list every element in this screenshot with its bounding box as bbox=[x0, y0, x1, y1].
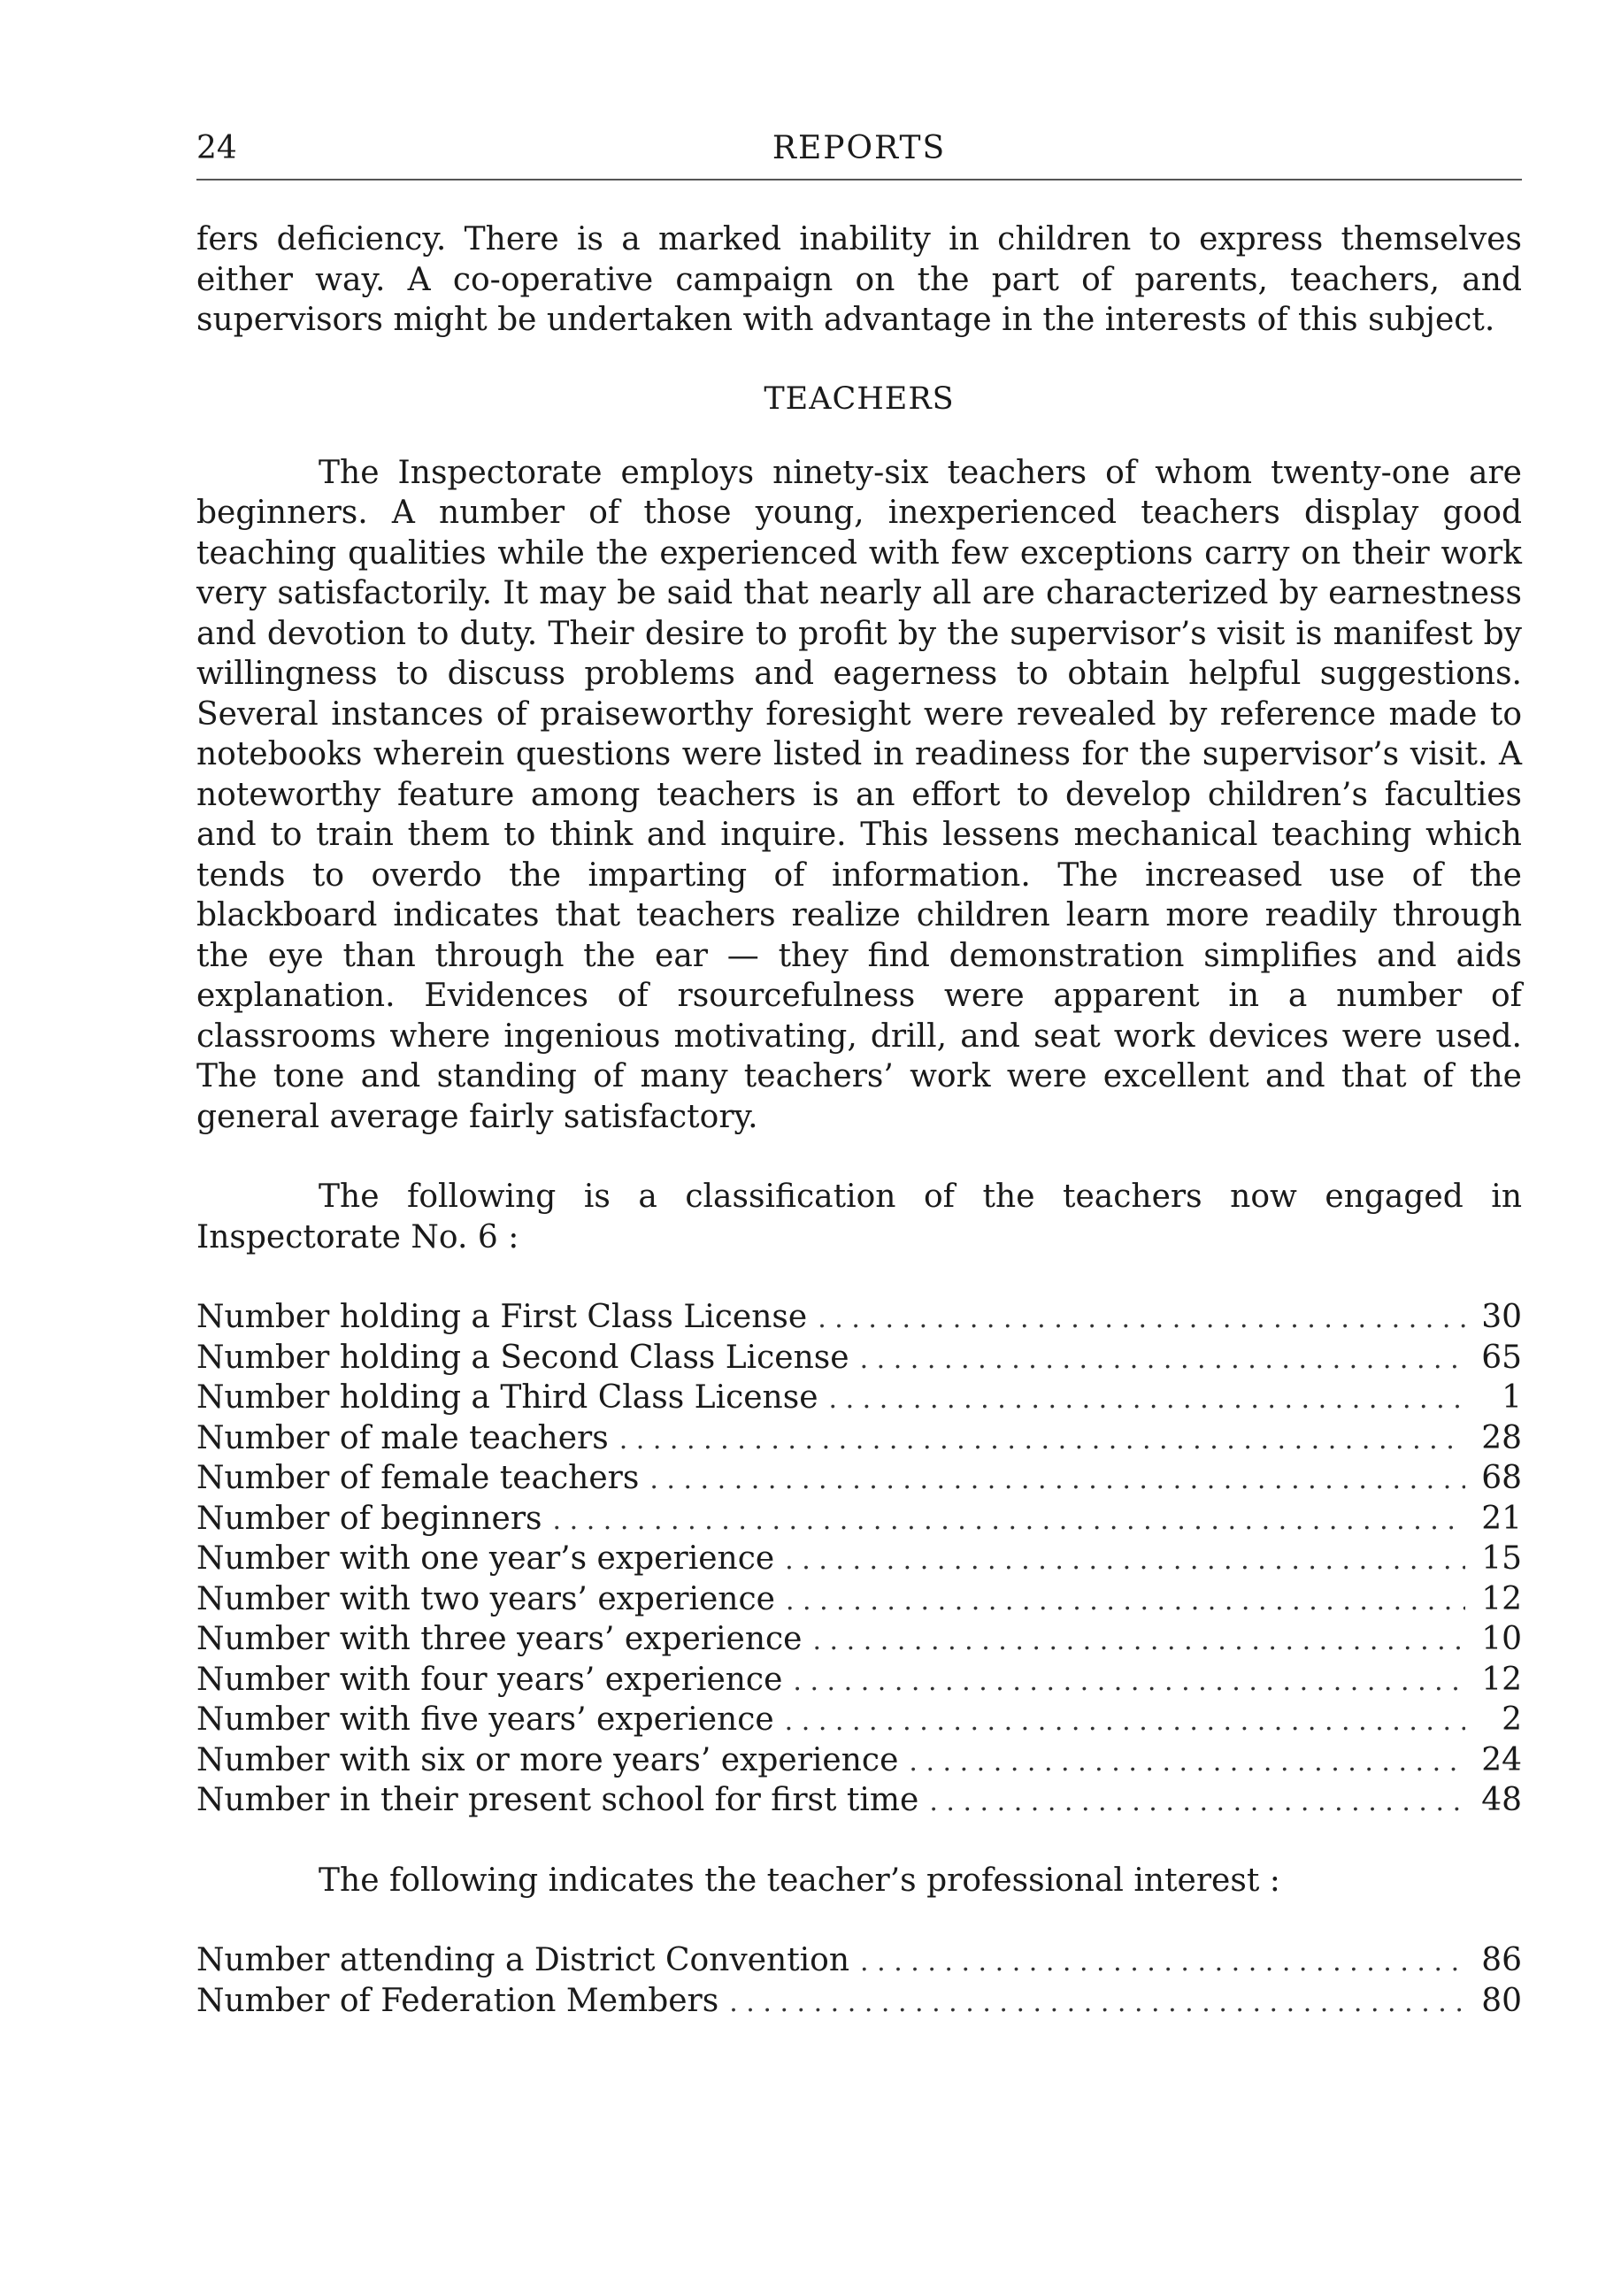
spacer bbox=[196, 1257, 1522, 1297]
stat-label: Number holding a Second Class License bbox=[196, 1339, 849, 1376]
stat-value: 65 bbox=[1481, 1339, 1522, 1376]
classification-list bbox=[196, 1297, 1522, 1821]
page-number: 24 bbox=[196, 130, 237, 166]
dot-leader bbox=[860, 1940, 1465, 1983]
header-rule bbox=[196, 179, 1522, 180]
stat-label: Number with five years’ experience bbox=[196, 1701, 774, 1738]
dot-leader bbox=[553, 1499, 1465, 1541]
stat-row bbox=[196, 1660, 1522, 1701]
stat-value: 30 bbox=[1481, 1299, 1522, 1335]
dot-leader bbox=[786, 1579, 1465, 1622]
stat-label: Number attending a District Convention bbox=[196, 1942, 850, 1978]
continuation-paragraph: fers deficiency. There is a marked inability in children to express themselves either way. A co-operative campaign on the part of parents, teachers, and supervisors might be undertaken with advantage in the interests of this subject. bbox=[196, 221, 1522, 338]
interest-intro: The following indicates the teacher’s professional interest : bbox=[319, 1862, 1280, 1899]
stat-row bbox=[196, 1740, 1522, 1781]
stat-label: Number of male teachers bbox=[196, 1419, 609, 1456]
section-heading-teachers: TEACHERS bbox=[764, 380, 955, 417]
stat-value: 80 bbox=[1481, 1982, 1522, 2019]
classification-intro: The following is a classification of the teachers now engaged in Inspectorate No. 6 : bbox=[196, 1179, 1522, 1256]
spacer bbox=[196, 1901, 1522, 1940]
stat-label: Number with four years’ experience bbox=[196, 1661, 783, 1698]
running-title: REPORTS bbox=[772, 130, 947, 166]
stat-label: Number with two years’ experience bbox=[196, 1580, 775, 1617]
running-header bbox=[196, 124, 1522, 173]
stat-row bbox=[196, 1297, 1522, 1338]
dot-leader bbox=[729, 1981, 1465, 2023]
dot-leader bbox=[785, 1700, 1465, 1742]
dot-leader bbox=[818, 1297, 1465, 1340]
stat-label: Number with one year’s experience bbox=[196, 1540, 775, 1577]
stat-label: Number of beginners bbox=[196, 1500, 542, 1537]
stat-row bbox=[196, 1780, 1522, 1821]
stat-label: Number with six or more years’ experience bbox=[196, 1741, 899, 1778]
stat-value: 10 bbox=[1481, 1621, 1522, 1657]
dot-leader bbox=[785, 1539, 1465, 1581]
stat-row bbox=[196, 1981, 1522, 2022]
stat-row bbox=[196, 1338, 1522, 1378]
stat-label: Number with three years’ experience bbox=[196, 1621, 803, 1657]
stat-label: Number in their present school for first time bbox=[196, 1782, 919, 1818]
stat-value: 15 bbox=[1481, 1540, 1522, 1577]
dot-leader bbox=[649, 1458, 1465, 1501]
stat-row bbox=[196, 1940, 1522, 1981]
spacer bbox=[196, 1821, 1522, 1861]
dot-leader bbox=[619, 1418, 1465, 1461]
stat-row bbox=[196, 1700, 1522, 1740]
spacer bbox=[196, 1137, 1522, 1177]
stat-label: Number of female teachers bbox=[196, 1460, 640, 1496]
stat-value: 24 bbox=[1481, 1741, 1522, 1778]
stat-value: 12 bbox=[1481, 1661, 1522, 1698]
stat-row bbox=[196, 1539, 1522, 1579]
stat-value: 28 bbox=[1481, 1419, 1522, 1456]
dot-leader bbox=[793, 1660, 1465, 1702]
dot-leader bbox=[909, 1740, 1465, 1783]
stat-value: 86 bbox=[1481, 1942, 1522, 1978]
stat-value: 21 bbox=[1481, 1500, 1522, 1537]
stat-value: 68 bbox=[1481, 1460, 1522, 1496]
stat-label: Number holding a First Class License bbox=[196, 1299, 808, 1335]
stat-label: Number of Federation Members bbox=[196, 1982, 719, 2019]
stat-value: 48 bbox=[1481, 1782, 1522, 1818]
dot-leader bbox=[812, 1619, 1465, 1662]
stat-label: Number holding a Third Class License bbox=[196, 1379, 818, 1416]
dot-leader bbox=[929, 1780, 1465, 1823]
stat-row bbox=[196, 1579, 1522, 1620]
dot-leader bbox=[829, 1378, 1465, 1420]
stat-value: 1 bbox=[1502, 1379, 1522, 1416]
document-page bbox=[196, 124, 1522, 2021]
stat-value: 2 bbox=[1502, 1701, 1522, 1738]
teachers-paragraph: The Inspectorate employs ninety-six teachers of whom twenty-one are beginners. A number of those young, inexperienced teachers display good teaching qualities while the experienced with few exceptions carry on their work very satisfactorily. It may be said that nearly all are characterized by earnestness and devotion to duty. Their desire to profit by the supervisor’s visit is manifest by willingness to discuss problems and eagerness to obtain helpful suggestions. Several instances of praiseworthy foresight were revealed by reference made to notebooks wherein questions were listed in readiness for the supervisor’s visit. A noteworthy feature among teachers is an effort to develop children’s faculties and to train them to think and inquire. This lessens mechanical teaching which tends to overdo the imparting of information. The increased use of the blackboard indicates that teachers realize children learn more readily through the eye than through the ear — they find demonstration simplifies and aids explanation. Evidences of rsourcefulness were apparent in a number of classrooms where ingenious motivating, drill, and seat work devices were used. The tone and standing of many teachers’ work were excellent and that of the general average fairly satisfactory. bbox=[196, 454, 1522, 1135]
stat-row bbox=[196, 1418, 1522, 1459]
stat-value: 12 bbox=[1481, 1580, 1522, 1617]
stat-row bbox=[196, 1458, 1522, 1499]
dot-leader bbox=[860, 1338, 1465, 1380]
stat-row bbox=[196, 1499, 1522, 1540]
stat-row bbox=[196, 1378, 1522, 1418]
stat-row bbox=[196, 1619, 1522, 1660]
interest-list bbox=[196, 1940, 1522, 2021]
